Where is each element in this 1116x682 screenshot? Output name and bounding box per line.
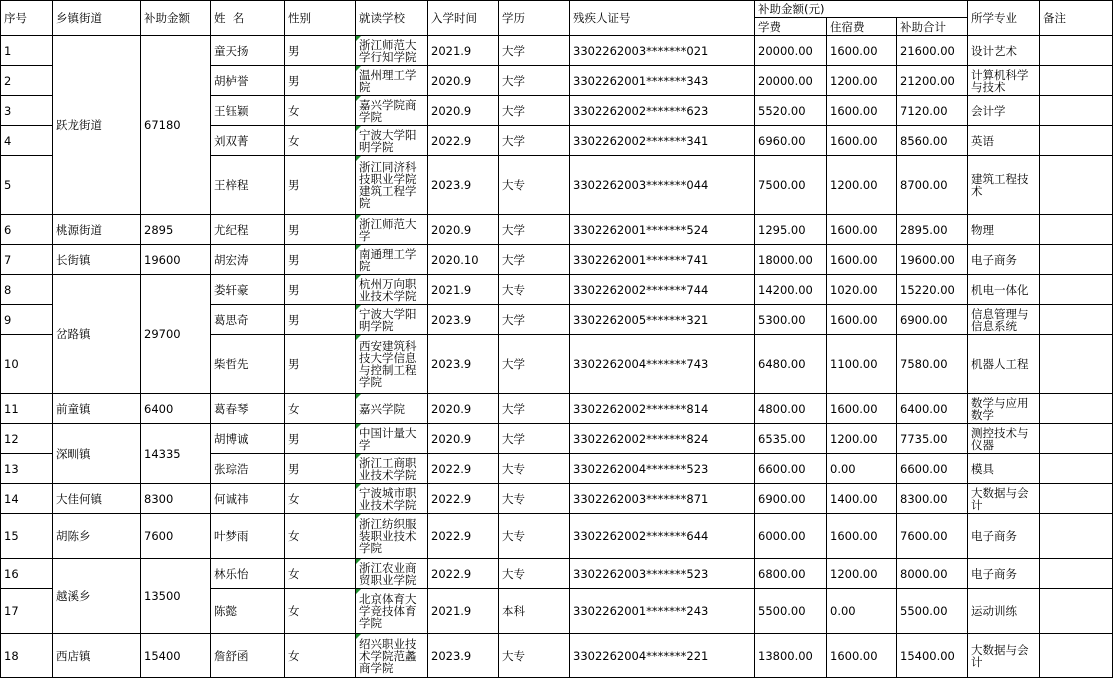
cell-lodging: 1600.00 <box>827 126 897 156</box>
cell-total: 8000.00 <box>897 559 968 589</box>
cell-name: 尤纪程 <box>211 215 285 245</box>
cell-lodging: 1600.00 <box>827 36 897 66</box>
cell-major: 会计学 <box>968 96 1040 126</box>
header-lodging: 住宿费 <box>827 18 897 36</box>
cell-town: 胡陈乡 <box>53 514 141 559</box>
table-row <box>1 394 1113 424</box>
cell-major: 电子商务 <box>968 245 1040 275</box>
cell-cert: 3302262002*******623 <box>570 96 755 126</box>
cell-school: 嘉兴学院 <box>356 394 428 424</box>
cell-edu: 大专 <box>499 559 570 589</box>
cell-total: 6600.00 <box>897 454 968 484</box>
cell-seq: 14 <box>1 484 53 514</box>
cell-remark <box>1040 126 1113 156</box>
cell-tuition: 6960.00 <box>755 126 827 156</box>
cell-gender: 男 <box>285 36 356 66</box>
cell-tuition: 20000.00 <box>755 36 827 66</box>
table-row <box>1 514 1113 559</box>
cell-total: 21200.00 <box>897 66 968 96</box>
cell-total: 6900.00 <box>897 305 968 335</box>
cell-total: 8560.00 <box>897 126 968 156</box>
cell-enroll: 2021.9 <box>428 275 499 305</box>
cell-name: 王钰颖 <box>211 96 285 126</box>
cell-gender: 女 <box>285 514 356 559</box>
cell-cert: 3302262001*******243 <box>570 589 755 634</box>
cell-subsidy-amount: 6400 <box>141 394 211 424</box>
cell-total: 15220.00 <box>897 275 968 305</box>
table-row <box>1 215 1113 245</box>
cell-name: 胡宏涛 <box>211 245 285 275</box>
cell-cert: 3302262001*******343 <box>570 66 755 96</box>
cell-enroll: 2023.9 <box>428 305 499 335</box>
cell-edu: 大学 <box>499 335 570 394</box>
cell-subsidy-amount: 19600 <box>141 245 211 275</box>
cell-town: 西店镇 <box>53 634 141 678</box>
cell-lodging: 1600.00 <box>827 514 897 559</box>
cell-cert: 3302262001*******741 <box>570 245 755 275</box>
cell-seq: 16 <box>1 559 53 589</box>
cell-edu: 大学 <box>499 126 570 156</box>
cell-total: 2895.00 <box>897 215 968 245</box>
cell-total: 7735.00 <box>897 424 968 454</box>
cell-edu: 大学 <box>499 245 570 275</box>
header-school: 就读学校 <box>356 1 428 36</box>
cell-name: 张琮浩 <box>211 454 285 484</box>
cell-cert: 3302262002*******644 <box>570 514 755 559</box>
header-town: 乡镇街道 <box>53 1 141 36</box>
cell-gender: 男 <box>285 454 356 484</box>
cell-major: 设计艺术 <box>968 36 1040 66</box>
cell-enroll: 2023.9 <box>428 156 499 215</box>
cell-lodging: 1200.00 <box>827 559 897 589</box>
cell-remark <box>1040 245 1113 275</box>
cell-tuition: 7500.00 <box>755 156 827 215</box>
cell-remark <box>1040 514 1113 559</box>
cell-tuition: 5500.00 <box>755 589 827 634</box>
table-body <box>1 1 1113 678</box>
cell-tuition: 6600.00 <box>755 454 827 484</box>
cell-seq: 9 <box>1 305 53 335</box>
cell-edu: 本科 <box>499 589 570 634</box>
cell-seq: 10 <box>1 335 53 394</box>
cell-name: 葛春琴 <box>211 394 285 424</box>
cell-total: 6400.00 <box>897 394 968 424</box>
cell-name: 王梓程 <box>211 156 285 215</box>
cell-remark <box>1040 156 1113 215</box>
cell-edu: 大学 <box>499 66 570 96</box>
cell-cert: 3302262003*******523 <box>570 559 755 589</box>
table-row <box>1 245 1113 275</box>
cell-major: 大数据与会计 <box>968 484 1040 514</box>
cell-major: 数学与应用数学 <box>968 394 1040 424</box>
cell-seq: 11 <box>1 394 53 424</box>
table-row <box>1 275 1113 305</box>
cell-name: 葛思奇 <box>211 305 285 335</box>
cell-seq: 8 <box>1 275 53 305</box>
cell-edu: 大学 <box>499 305 570 335</box>
cell-cert: 3302262002*******824 <box>570 424 755 454</box>
cell-lodging: 1200.00 <box>827 424 897 454</box>
cell-tuition: 6535.00 <box>755 424 827 454</box>
cell-cert: 3302262004*******523 <box>570 454 755 484</box>
cell-subsidy-amount: 67180 <box>141 36 211 215</box>
cell-school: 浙江纺织服装职业技术学院 <box>356 514 428 559</box>
cell-school: 杭州万向职业技术学院 <box>356 275 428 305</box>
cell-edu: 大专 <box>499 514 570 559</box>
cell-gender: 男 <box>285 335 356 394</box>
cell-lodging: 0.00 <box>827 589 897 634</box>
cell-town: 越溪乡 <box>53 559 141 634</box>
cell-total: 7580.00 <box>897 335 968 394</box>
cell-enroll: 2022.9 <box>428 514 499 559</box>
cell-seq: 18 <box>1 634 53 678</box>
cell-tuition: 6000.00 <box>755 514 827 559</box>
cell-seq: 1 <box>1 36 53 66</box>
cell-tuition: 4800.00 <box>755 394 827 424</box>
header-name: 姓 名 <box>211 1 285 36</box>
cell-subsidy-amount: 8300 <box>141 484 211 514</box>
cell-gender: 女 <box>285 96 356 126</box>
cell-school: 温州理工学院 <box>356 66 428 96</box>
cell-subsidy-amount: 7600 <box>141 514 211 559</box>
cell-cert: 3302262002*******744 <box>570 275 755 305</box>
cell-remark <box>1040 215 1113 245</box>
cell-enroll: 2020.9 <box>428 215 499 245</box>
cell-school: 浙江农业商贸职业学院 <box>356 559 428 589</box>
cell-total: 19600.00 <box>897 245 968 275</box>
cell-enroll: 2020.9 <box>428 96 499 126</box>
cell-cert: 3302262003*******871 <box>570 484 755 514</box>
cell-gender: 女 <box>285 484 356 514</box>
cell-gender: 男 <box>285 424 356 454</box>
cell-town: 岔路镇 <box>53 275 141 394</box>
cell-seq: 12 <box>1 424 53 454</box>
cell-seq: 4 <box>1 126 53 156</box>
cell-edu: 大学 <box>499 96 570 126</box>
cell-name: 詹舒函 <box>211 634 285 678</box>
table-row <box>1 484 1113 514</box>
cell-lodging: 1100.00 <box>827 335 897 394</box>
header-subsidy-amount: 补助金额 <box>141 1 211 36</box>
cell-school: 浙江师范大学 <box>356 215 428 245</box>
cell-name: 胡栌誉 <box>211 66 285 96</box>
cell-school: 浙江工商职业技术学院 <box>356 454 428 484</box>
header-gender: 性别 <box>285 1 356 36</box>
header-seq: 序号 <box>1 1 53 36</box>
cell-edu: 大学 <box>499 424 570 454</box>
cell-enroll: 2020.9 <box>428 424 499 454</box>
cell-gender: 女 <box>285 589 356 634</box>
cell-cert: 3302262002*******341 <box>570 126 755 156</box>
cell-remark <box>1040 484 1113 514</box>
cell-remark <box>1040 96 1113 126</box>
cell-town: 长街镇 <box>53 245 141 275</box>
cell-enroll: 2021.9 <box>428 36 499 66</box>
cell-enroll: 2022.9 <box>428 559 499 589</box>
cell-enroll: 2023.9 <box>428 634 499 678</box>
cell-edu: 大专 <box>499 454 570 484</box>
cell-cert: 3302262003*******021 <box>570 36 755 66</box>
cell-lodging: 1600.00 <box>827 245 897 275</box>
cell-lodging: 0.00 <box>827 454 897 484</box>
cell-edu: 大专 <box>499 634 570 678</box>
cell-school: 南通理工学院 <box>356 245 428 275</box>
cell-enroll: 2020.10 <box>428 245 499 275</box>
cell-total: 21600.00 <box>897 36 968 66</box>
cell-school: 宁波大学阳明学院 <box>356 126 428 156</box>
cell-tuition: 6480.00 <box>755 335 827 394</box>
cell-remark <box>1040 66 1113 96</box>
cell-cert: 3302262003*******044 <box>570 156 755 215</box>
cell-lodging: 1020.00 <box>827 275 897 305</box>
cell-total: 5500.00 <box>897 589 968 634</box>
cell-major: 机电一体化 <box>968 275 1040 305</box>
cell-tuition: 14200.00 <box>755 275 827 305</box>
cell-enroll: 2020.9 <box>428 66 499 96</box>
cell-cert: 3302262002*******814 <box>570 394 755 424</box>
cell-major: 建筑工程技术 <box>968 156 1040 215</box>
cell-name: 叶梦雨 <box>211 514 285 559</box>
cell-edu: 大学 <box>499 36 570 66</box>
cell-seq: 5 <box>1 156 53 215</box>
table-row <box>1 424 1113 454</box>
cell-remark <box>1040 335 1113 394</box>
cell-seq: 6 <box>1 215 53 245</box>
cell-gender: 男 <box>285 66 356 96</box>
cell-gender: 男 <box>285 305 356 335</box>
header-education: 学历 <box>499 1 570 36</box>
cell-subsidy-amount: 2895 <box>141 215 211 245</box>
cell-major: 运动训练 <box>968 589 1040 634</box>
cell-town: 大佳何镇 <box>53 484 141 514</box>
cell-town: 桃源街道 <box>53 215 141 245</box>
cell-remark <box>1040 305 1113 335</box>
cell-school: 宁波大学阳明学院 <box>356 305 428 335</box>
cell-school: 西安建筑科技大学信息与控制工程学院 <box>356 335 428 394</box>
cell-edu: 大专 <box>499 484 570 514</box>
cell-name: 童天扬 <box>211 36 285 66</box>
cell-gender: 男 <box>285 156 356 215</box>
cell-cert: 3302262004*******221 <box>570 634 755 678</box>
header-enroll-time: 入学时间 <box>428 1 499 36</box>
cell-tuition: 13800.00 <box>755 634 827 678</box>
cell-major: 计算机科学与技术 <box>968 66 1040 96</box>
cell-edu: 大学 <box>499 394 570 424</box>
cell-gender: 女 <box>285 634 356 678</box>
cell-edu: 大学 <box>499 215 570 245</box>
cell-tuition: 5300.00 <box>755 305 827 335</box>
cell-enroll: 2022.9 <box>428 454 499 484</box>
cell-name: 胡博诚 <box>211 424 285 454</box>
cell-subsidy-amount: 29700 <box>141 275 211 394</box>
cell-seq: 2 <box>1 66 53 96</box>
cell-enroll: 2022.9 <box>428 126 499 156</box>
cell-major: 模具 <box>968 454 1040 484</box>
table-row <box>1 634 1113 678</box>
cell-school: 浙江同济科技职业学院建筑工程学院 <box>356 156 428 215</box>
cell-remark <box>1040 634 1113 678</box>
cell-enroll: 2023.9 <box>428 335 499 394</box>
cell-remark <box>1040 424 1113 454</box>
cell-gender: 男 <box>285 245 356 275</box>
cell-tuition: 20000.00 <box>755 66 827 96</box>
cell-lodging: 1600.00 <box>827 634 897 678</box>
cell-cert: 3302262004*******743 <box>570 335 755 394</box>
cell-remark <box>1040 394 1113 424</box>
cell-school: 宁波城市职业技术学院 <box>356 484 428 514</box>
cell-total: 8300.00 <box>897 484 968 514</box>
cell-edu: 大专 <box>499 156 570 215</box>
cell-seq: 3 <box>1 96 53 126</box>
cell-name: 何诚祎 <box>211 484 285 514</box>
cell-major: 电子商务 <box>968 559 1040 589</box>
cell-tuition: 1295.00 <box>755 215 827 245</box>
header-major: 所学专业 <box>968 1 1040 36</box>
cell-lodging: 1600.00 <box>827 96 897 126</box>
cell-subsidy-amount: 15400 <box>141 634 211 678</box>
header-tuition: 学费 <box>755 18 827 36</box>
cell-tuition: 6800.00 <box>755 559 827 589</box>
cell-seq: 15 <box>1 514 53 559</box>
cell-total: 8700.00 <box>897 156 968 215</box>
cell-tuition: 18000.00 <box>755 245 827 275</box>
cell-major: 测控技术与仪器 <box>968 424 1040 454</box>
cell-school: 北京体育大学竞技体育学院 <box>356 589 428 634</box>
cell-town: 跃龙街道 <box>53 36 141 215</box>
cell-seq: 17 <box>1 589 53 634</box>
cell-tuition: 5520.00 <box>755 96 827 126</box>
cell-gender: 女 <box>285 394 356 424</box>
table-row <box>1 36 1113 66</box>
cell-enroll: 2020.9 <box>428 394 499 424</box>
cell-seq: 13 <box>1 454 53 484</box>
cell-name: 林乐怡 <box>211 559 285 589</box>
cell-total: 7120.00 <box>897 96 968 126</box>
cell-major: 信息管理与信息系统 <box>968 305 1040 335</box>
cell-remark <box>1040 275 1113 305</box>
cell-lodging: 1400.00 <box>827 484 897 514</box>
cell-major: 大数据与会计 <box>968 634 1040 678</box>
cell-name: 娄轩豪 <box>211 275 285 305</box>
table-row <box>1 559 1113 589</box>
cell-remark <box>1040 36 1113 66</box>
cell-total: 7600.00 <box>897 514 968 559</box>
cell-lodging: 1600.00 <box>827 215 897 245</box>
cell-major: 电子商务 <box>968 514 1040 559</box>
cell-name: 陈懿 <box>211 589 285 634</box>
cell-town: 前童镇 <box>53 394 141 424</box>
cell-lodging: 1200.00 <box>827 66 897 96</box>
header-disability-cert: 残疾人证号 <box>570 1 755 36</box>
cell-enroll: 2021.9 <box>428 589 499 634</box>
cell-lodging: 1200.00 <box>827 156 897 215</box>
header-row-1 <box>1 1 1113 18</box>
header-subsidy-group: 补助金额(元) <box>755 1 968 18</box>
cell-school: 中国计量大学 <box>356 424 428 454</box>
cell-gender: 女 <box>285 559 356 589</box>
cell-gender: 女 <box>285 126 356 156</box>
cell-edu: 大专 <box>499 275 570 305</box>
cell-subsidy-amount: 14335 <box>141 424 211 484</box>
cell-school: 绍兴职业技术学院范蠡商学院 <box>356 634 428 678</box>
cell-lodging: 1600.00 <box>827 305 897 335</box>
cell-remark <box>1040 559 1113 589</box>
cell-tuition: 6900.00 <box>755 484 827 514</box>
cell-lodging: 1600.00 <box>827 394 897 424</box>
cell-gender: 男 <box>285 215 356 245</box>
cell-school: 浙江师范大学行知学院 <box>356 36 428 66</box>
cell-enroll: 2022.9 <box>428 484 499 514</box>
cell-name: 柴哲先 <box>211 335 285 394</box>
cell-total: 15400.00 <box>897 634 968 678</box>
cell-remark <box>1040 454 1113 484</box>
cell-major: 机器人工程 <box>968 335 1040 394</box>
cell-remark <box>1040 589 1113 634</box>
cell-cert: 3302262001*******524 <box>570 215 755 245</box>
cell-name: 刘双菁 <box>211 126 285 156</box>
cell-school: 嘉兴学院商学院 <box>356 96 428 126</box>
cell-cert: 3302262005*******321 <box>570 305 755 335</box>
cell-major: 物理 <box>968 215 1040 245</box>
cell-major: 英语 <box>968 126 1040 156</box>
cell-town: 深甽镇 <box>53 424 141 484</box>
cell-seq: 7 <box>1 245 53 275</box>
header-remark: 备注 <box>1040 1 1113 36</box>
header-subsidy-total: 补助合计 <box>897 18 968 36</box>
cell-subsidy-amount: 13500 <box>141 559 211 634</box>
cell-gender: 男 <box>285 275 356 305</box>
